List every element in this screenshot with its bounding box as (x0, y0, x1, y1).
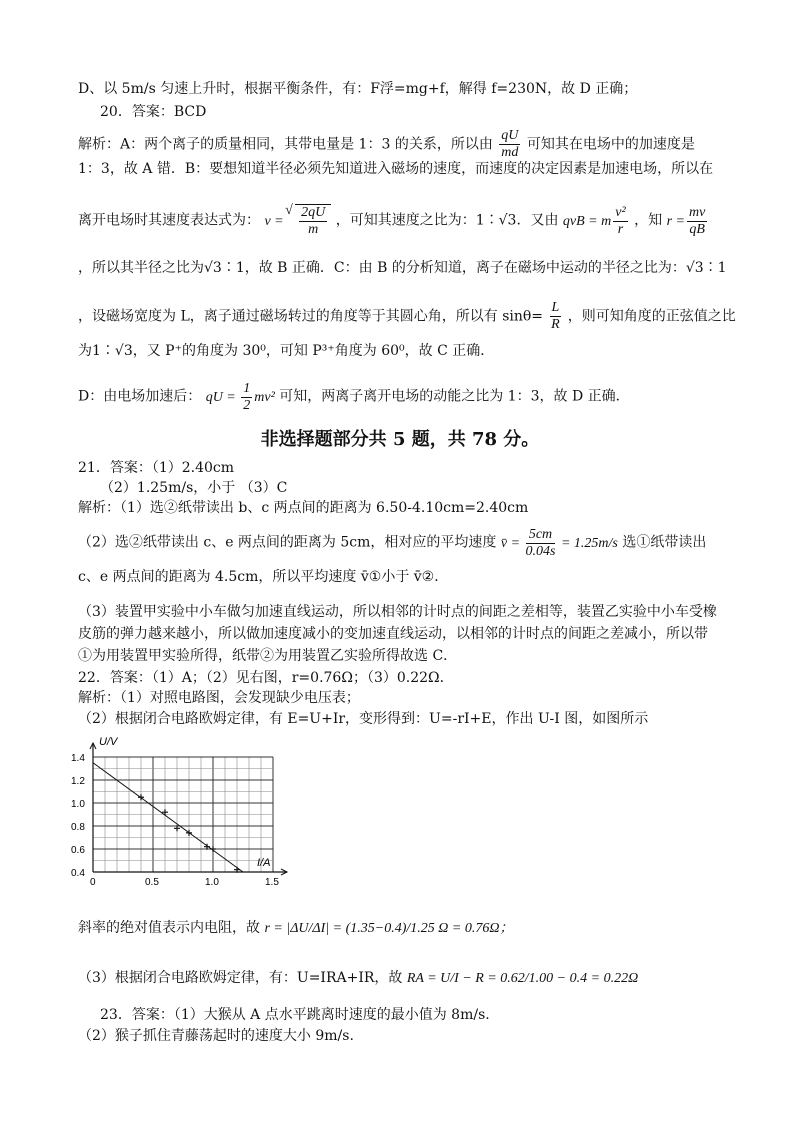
q22-solution-2: （2）根据闭合电路欧姆定律，有 E=U+Ir，变形得到：U=-rI+E，作出 U-I 图，如图所示 (78, 711, 649, 727)
section-heading: 非选择题部分共 5 题，共 78 分。 (260, 429, 540, 450)
fit-line (93, 763, 243, 872)
formula-energy: qU = $\frac{1}{2}$ mv² (205, 381, 275, 413)
y-tick-label: 0.6 (71, 845, 85, 856)
formula-sin: $\frac{L}{R}$ (551, 300, 560, 332)
chart-grid (93, 757, 273, 872)
q21-solution-3b: 皮筋的弹力越来越小，所以做加速度减小的变加速直线运动，以相邻的计时点的间距之差减小，所以带 (78, 626, 708, 642)
formula-force: qvB = m $\frac{\text{v²}}{r}$ (562, 205, 626, 237)
formula-avg-velocity: v̄ = $\frac{5cm}{0.04s}$ = 1.25m/s (500, 527, 618, 559)
formula-radius: r = $\frac{mv}{qB}$ (666, 205, 706, 237)
formula-slope: r = |ΔU/ΔI| = (1.35−0.4)/1.25 Ω = 0.76Ω； (264, 921, 514, 936)
chart-marks (93, 763, 243, 873)
y-tick-label: 1.0 (71, 799, 85, 810)
u-i-chart (70, 732, 300, 898)
q21-answer: 21．答案：（1）2.40cm (78, 460, 235, 476)
x-axis-label: I/A (257, 857, 271, 869)
formula-accel: $\frac{qU}{md}$ (501, 128, 519, 160)
q22-solution-1: 解析：（1）对照电路图，会发现缺少电压表； (78, 690, 360, 706)
q23-answer-2: （2）猴子抓住青藤荡起时的速度大小 9m/s. (78, 1028, 354, 1044)
q20-line-c3: 为1∶√3，又 P⁺的角度为 30⁰，可知 P³⁺角度为 60⁰，故 C 正确． (78, 343, 495, 359)
q22-slope-line: 斜率的绝对值表示内电阻，故 r = |ΔU/ΔI| = (1.35−0.4)/1.25 Ω = 0.76Ω； (78, 920, 514, 936)
q20-answer: 20．答案：BCD (100, 104, 207, 120)
x-tick-label: 0 (90, 877, 96, 888)
q23-answer: 23．答案：（1）大猴从 A 点水平跳离时速度的最小值为 8m/s. (100, 1007, 490, 1023)
x-tick-label: 1.5 (265, 877, 279, 888)
answer-line-d: D、以 5m/s 匀速上升时，根据平衡条件，有：F浮=mg+f，解得 f=230N，故 D 正确； (78, 81, 638, 97)
q21-answer-2: （2）1.25m/s，小于 （3）C (100, 480, 288, 496)
q20-line-c: ，所以其半径之比为√3∶1，故 B 正确．C：由 B 的分析知道，离子在磁场中运动的半径之比为：√3∶1 (78, 260, 727, 276)
q20-line-b: 离开电场时其速度表达式为： v = √ $\frac{2qU}{m}$ ，可知其速度之比为：1∶√3．又由 qvB = m $\frac{\text{v²}}{r}$ ，知 r = $\frac{mv}{qB}$ (78, 204, 709, 238)
q21-solution-1: 解析：（1）选②纸带读出 b、c 两点间的距离为 6.50-4.10cm=2.40cm (78, 500, 529, 516)
q21-solution-3c: ①为用装置甲实验所得，纸带②为用装置乙实验所得故选 C． (78, 648, 458, 664)
q21-solution-2: （2）选②纸带读出 c、e 两点间的距离为 5cm，相对应的平均速度 v̄ = $\frac{5cm}{0.04s}$ = 1.25m/s 选①纸带读出 (78, 527, 707, 559)
q22-answer: 22．答案：（1）A；（2）见右图，r=0.76Ω；（3）0.22Ω． (78, 670, 454, 686)
y-tick-label: 1.4 (71, 753, 85, 764)
q20-line-a: 解析：A：两个离子的质量相同，其带电量是 1：3 的关系，所以由 $\frac{qU}{md}$ 可知其在电场中的加速度是 (78, 128, 695, 160)
q22-part3: （3）根据闭合电路欧姆定律，有：U=IRA+IR，故 RA = U/I − R = 0.62/1.00 − 0.4 = 0.22Ω (78, 970, 639, 986)
q20-line-a2: 1：3，故 A 错．B：要想知道半径必须先知道进入磁场的速度，而速度的决定因素是加速电场，所以在 (78, 161, 714, 177)
formula-velocity: v = √ $\frac{2qU}{m}$ (264, 214, 331, 229)
y-tick-label: 0.8 (71, 822, 85, 833)
y-axis-label: U/V (99, 736, 118, 748)
q20-line-c2: ，设磁场宽度为 L，离子通过磁场转过的角度等于其圆心角，所以有 sinθ= $\frac{L}{R}$ ，则可知角度的正弦值之比 (78, 300, 736, 332)
formula-ra: RA = U/I − R = 0.62/1.00 − 0.4 = 0.22Ω (406, 971, 639, 986)
chart-ticks (71, 753, 279, 888)
q20-line-d: D：由电场加速后： qU = $\frac{1}{2}$ mv² 可知，两离子离开电场的动能之比为 1：3，故 D 正确． (78, 381, 630, 413)
x-tick-label: 1.0 (205, 877, 219, 888)
y-tick-label: 1.2 (71, 776, 85, 787)
y-tick-label: 0.4 (71, 868, 85, 879)
x-tick-label: 0.5 (145, 877, 159, 888)
q21-solution-3a: （3）装置甲实验中小车做匀加速直线运动，所以相邻的计时点的间距之差相等，装置乙实验中小车受橡 (78, 604, 717, 620)
q21-solution-2b: c、e 两点间的距离为 4.5cm，所以平均速度 v̄①小于 v̄②． (78, 569, 449, 585)
